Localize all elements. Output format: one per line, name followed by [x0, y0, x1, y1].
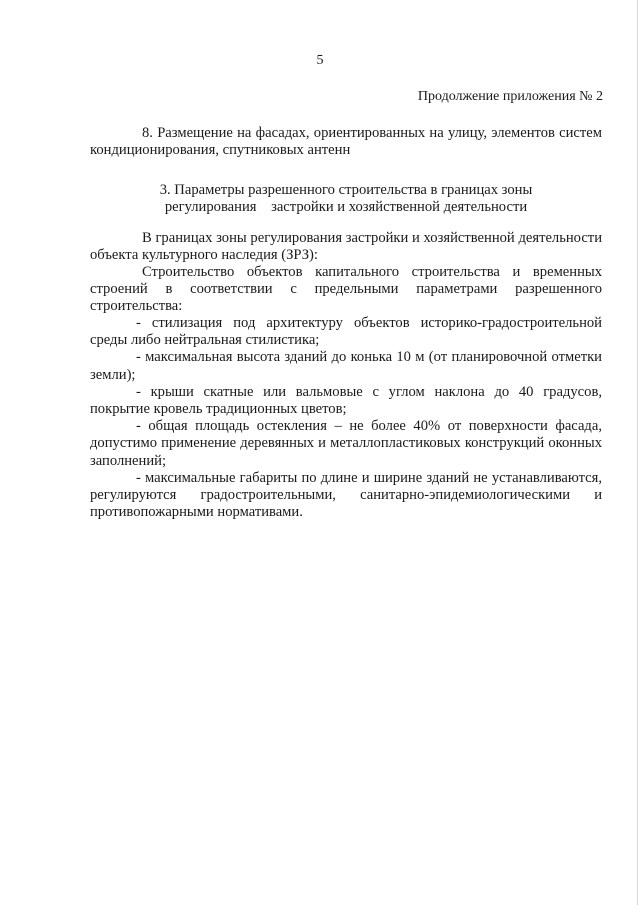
list-item: - крыши скатные или вальмовые с углом наклона до 40 градусов, покрытие кровель традиционных цветов; [90, 383, 602, 418]
list-item: - максимальная высота зданий до конька 10 м (от планировочной отметки земли); [90, 349, 602, 383]
item-8-paragraph: 8. Размещение на фасадах, ориентированных на улицу, элементов систем кондиционирования, спутниковых антенн [90, 125, 602, 159]
page-edge-line [637, 0, 638, 905]
construction-paragraph: Строительство объектов капитального строительства и временных строений в соответствии с предельными параметрами разрешенного строительства: [90, 264, 602, 315]
section-3-heading-line-1: 3. Параметры разрешенного строительства в границах зоны [159, 182, 533, 198]
appendix-continuation-label: Продолжение приложения № 2 [417, 89, 603, 104]
list-item: - стилизация под архитектуру объектов историко-градостроительной среды либо нейтральная стилистика; [90, 315, 602, 349]
list-item: - максимальные габариты по длине и ширине зданий не устанавливаются, регулируются градостроительными, санитарно-эпидемиологическими и противопожарными нормативами. [90, 469, 602, 521]
parameters-list [90, 315, 602, 521]
zrz-intro-paragraph: В границах зоны регулирования застройки и хозяйственной деятельности объекта культурного наследия (ЗРЗ): [90, 230, 602, 264]
section-3-heading [90, 182, 602, 216]
list-item: - общая площадь остекления – не более 40% от поверхности фасада, допустимо применение деревянных и металлопластиковых конструкций оконных заполнений; [90, 418, 602, 469]
page-number: 5 [316, 53, 324, 68]
section-3-heading-line-2: регулирования застройки и хозяйственной деятельности [164, 199, 528, 216]
